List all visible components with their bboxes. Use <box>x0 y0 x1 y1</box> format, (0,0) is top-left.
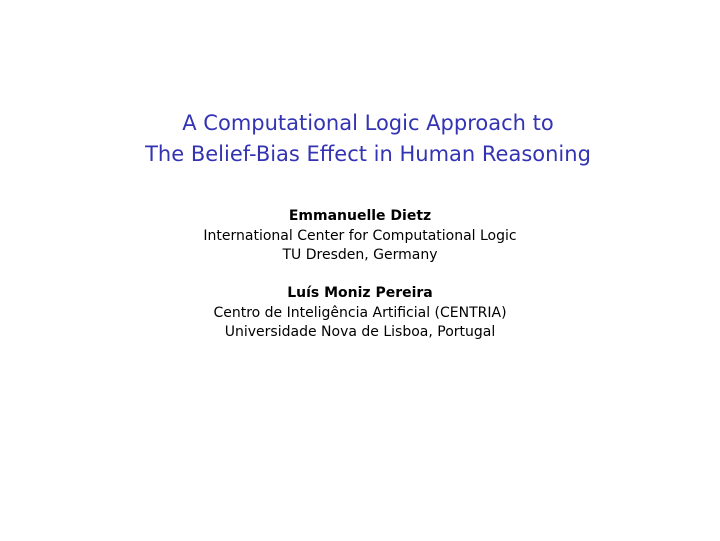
author-affiliation-line: International Center for Computational Logic <box>203 227 517 244</box>
slide-title <box>0 108 720 170</box>
author-block-dietz <box>0 207 720 266</box>
author-name: Luís Moniz Pereira <box>287 285 433 301</box>
author-name: Emmanuelle Dietz <box>288 208 432 224</box>
author-block-pereira <box>0 284 720 343</box>
author-affiliation-line: TU Dresden, Germany <box>282 247 438 263</box>
author-affiliation-line: Centro de Inteligência Artificial (CENTRIA) <box>213 304 507 321</box>
author-affiliation-line: Universidade Nova de Lisboa, Portugal <box>224 324 496 340</box>
title-line-1: A Computational Logic Approach to <box>182 111 554 135</box>
title-line-2: The Belief-Bias Effect in Human Reasoning <box>145 142 591 166</box>
